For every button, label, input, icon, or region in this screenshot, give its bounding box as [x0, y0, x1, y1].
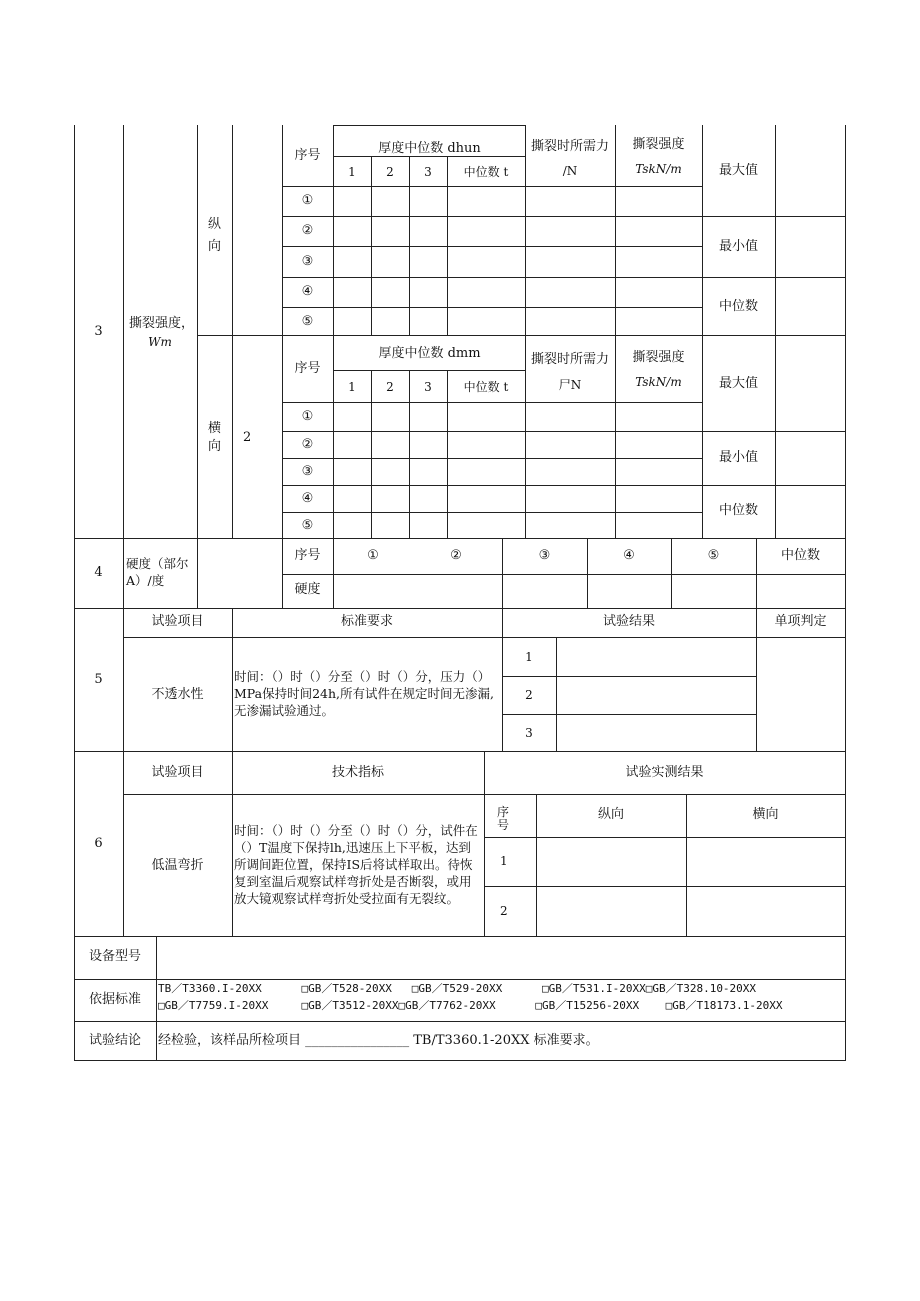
long-row-1: ①: [301, 193, 314, 208]
basis-standards-line-1: TB／T3360.I-20XX □GB／T528-20XX □GB／T529-20XX □GB／T531.I-20XX□GB／T328.10-20XX: [158, 982, 757, 995]
long-max-label: 最大值: [718, 163, 758, 178]
table-border-left: [74, 125, 75, 1061]
table-rule: [123, 794, 846, 795]
table-rule: [74, 1021, 846, 1022]
hardness-seq-header: 序号: [294, 548, 321, 563]
trans-direction-label: 横向: [208, 421, 222, 454]
sec5-judge-header: 单项判定: [774, 614, 827, 629]
long-row-3: ③: [301, 254, 314, 269]
long-seq-header: 序号: [294, 148, 321, 163]
waterproof-row-2: 2: [525, 688, 533, 702]
table-rule: [282, 402, 703, 403]
table-rule: [333, 370, 526, 371]
cold-bend-item: 低温弯折: [151, 858, 204, 873]
table-border-bottom: [74, 1060, 846, 1061]
conclusion-label: 试验结论: [88, 1033, 141, 1048]
table-rule: [282, 574, 846, 575]
table-rule: [282, 485, 846, 486]
long-col-3: 3: [424, 165, 432, 179]
long-row-5: ⑤: [301, 314, 314, 329]
long-row-4: ④: [301, 284, 314, 299]
long-min-label: 最小值: [718, 239, 758, 254]
table-rule: [282, 431, 846, 432]
trans-extra-value: 2: [243, 430, 252, 445]
hardness-col-4: ④: [623, 548, 635, 563]
table-rule: [556, 637, 557, 751]
table-rule: [484, 837, 846, 838]
hardness-median-header: 中位数: [780, 548, 820, 563]
trans-strength-unit: TskN/m: [635, 375, 682, 389]
trans-force-unit: 尸N: [558, 378, 582, 392]
table-rule: [197, 335, 846, 336]
sec5-std-header: 标准要求: [340, 614, 393, 629]
long-median-label: 中位数: [718, 299, 758, 314]
table-rule: [156, 936, 157, 1061]
table-rule: [123, 538, 124, 608]
table-rule: [775, 125, 776, 538]
trans-max-label: 最大值: [718, 376, 758, 391]
table-rule: [197, 538, 198, 608]
cold-bend-row-2: 2: [500, 904, 508, 918]
table-rule: [282, 246, 703, 247]
long-thickness-header: 厚度中位数 dhun: [378, 141, 481, 156]
cold-bend-tech-text: 时间：（）时（）分至（）时（）分，试件在（）T温度下保持lh,迅速压上下平板，达到所调间距位置，保持IS后将试样取出。待恢复到室温后观察试样弯折处是否断裂，或用放大镜观察试样弯折处受拉面有无裂纹。: [234, 823, 478, 906]
trans-median-label: 中位数: [718, 503, 758, 518]
trans-median-t: 中位数 t: [463, 380, 509, 394]
sec6-trans-header: 横向: [752, 807, 779, 822]
table-rule: [502, 714, 757, 715]
section-3-name: 撕裂强度，: [129, 316, 195, 331]
hardness-col-3: ③: [538, 548, 551, 563]
section-3-unit: Wm: [148, 335, 172, 349]
long-force-unit: /N: [562, 164, 578, 178]
hardness-col-1: ①: [367, 548, 379, 563]
waterproof-item: 不透水性: [151, 687, 204, 702]
cold-bend-row-1: 1: [500, 854, 508, 868]
long-col-1: 1: [348, 165, 356, 179]
trans-min-label: 最小值: [718, 450, 758, 465]
section-3-number: 3: [94, 324, 103, 339]
waterproof-std-text: 时间：（）时（）分至（）时（）分，压力（）MPa保持时间24h,所有试件在规定时间无渗漏,无渗漏试验通过。: [234, 669, 495, 718]
section-5-number: 5: [94, 672, 103, 687]
trans-col-1: 1: [348, 380, 356, 394]
hardness-col-2: ②: [450, 548, 462, 563]
hardness-col-5: ⑤: [707, 548, 720, 563]
table-rule: [282, 277, 846, 278]
trans-strength-header: 撕裂强度: [632, 350, 685, 365]
table-rule: [74, 538, 846, 539]
sec5-item-header: 试验项目: [151, 614, 204, 629]
waterproof-row-3: 3: [525, 726, 533, 740]
table-rule: [123, 125, 124, 538]
section-4-name: 硬度（部尔A）/度: [126, 556, 189, 588]
table-rule: [333, 125, 526, 126]
equipment-label: 设备型号: [88, 949, 141, 964]
long-strength-unit: TskN/m: [635, 162, 682, 176]
table-rule: [282, 512, 703, 513]
sec6-long-header: 纵向: [597, 807, 624, 822]
trans-seq-header: 序号: [294, 361, 321, 376]
trans-row-4: ④: [301, 491, 314, 506]
table-rule: [232, 125, 233, 538]
trans-thickness-header: 厚度中位数 dmm: [378, 346, 481, 361]
long-row-2: ②: [301, 223, 314, 238]
section-6-number: 6: [94, 836, 103, 851]
basis-label: 依据标准: [88, 992, 141, 1007]
sec5-result-header: 试验结果: [602, 614, 655, 629]
table-rule: [282, 307, 703, 308]
table-rule: [502, 676, 757, 677]
table-rule: [197, 125, 198, 538]
trans-row-5: ⑤: [301, 518, 314, 533]
table-rule: [123, 637, 846, 638]
trans-force-header: 撕裂时所需力: [530, 352, 609, 367]
sec6-seq-header: 序号: [496, 805, 509, 832]
trans-col-2: 2: [386, 380, 394, 394]
long-direction-label: 纵向: [208, 217, 222, 254]
long-median-t: 中位数 t: [463, 165, 509, 179]
table-rule: [282, 186, 703, 187]
trans-row-1: ①: [301, 409, 314, 424]
sec6-item-header: 试验项目: [151, 765, 204, 780]
section-4-number: 4: [94, 565, 103, 580]
hardness-row-label: 硬度: [294, 582, 321, 597]
table-rule: [74, 608, 846, 609]
table-rule: [282, 458, 703, 459]
table-rule: [74, 751, 846, 752]
long-col-2: 2: [386, 165, 394, 179]
long-strength-header: 撕裂强度: [632, 137, 685, 152]
long-force-header: 撕裂时所需力: [530, 139, 609, 154]
table-rule: [282, 216, 846, 217]
trans-col-3: 3: [424, 380, 432, 394]
sec6-tech-header: 技术指标: [331, 765, 384, 780]
basis-standards-line-2: □GB／T7759.I-20XX □GB／T3512-20XX□GB／T7762-20XX □GB／T15256-20XX □GB／T18173.1-20XX: [158, 999, 783, 1012]
waterproof-row-1: 1: [525, 650, 533, 664]
conclusion-text: 经检验，该样品所检项目 ________________ TB/T3360.1-20XX 标准要求。: [158, 1033, 599, 1048]
sec6-result-header: 试验实测结果: [625, 765, 704, 780]
trans-row-2: ②: [301, 437, 314, 452]
table-rule: [74, 936, 846, 937]
table-rule: [484, 886, 846, 887]
trans-row-3: ③: [301, 464, 314, 479]
table-border-right: [845, 125, 846, 1061]
